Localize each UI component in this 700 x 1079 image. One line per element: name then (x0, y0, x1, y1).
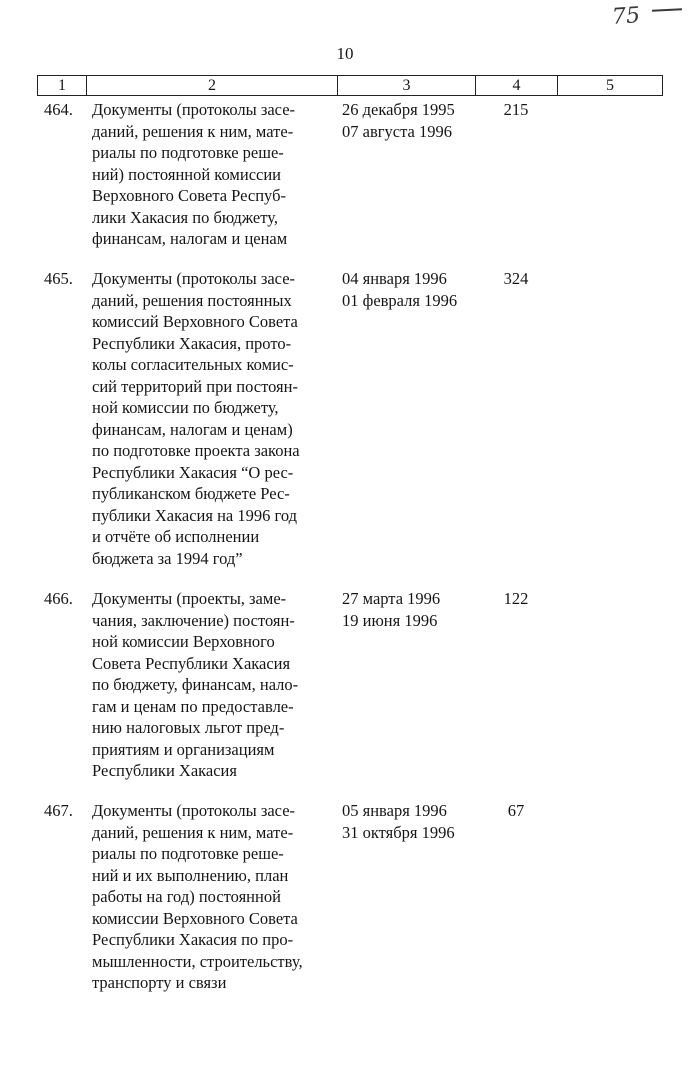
entry-sheet-count: 324 (503, 269, 529, 288)
column-header-2: 2 (87, 76, 338, 95)
entry-title: Документы (протоколы засе- даний, решения к ним, мате- риалы по подготовке реше- ний) постоянной комиссии Верховного Совета Респуб- лики Хакасия по бюджету, финансам, налогам и ценам (92, 100, 296, 248)
entry-dates: 27 марта 1996 19 июня 1996 (342, 589, 441, 630)
entry-number: 466. (44, 589, 73, 608)
entry-number: 465. (44, 269, 73, 288)
column-header-5: 5 (606, 77, 614, 94)
handwritten-sheet-number: 75 (611, 3, 641, 30)
entry-title: Документы (протоколы засе- даний, решения к ним, мате- риалы по подготовке реше- ний и их выполнению, план работы на год) постоянной комиссии Верховного Совета Республики Хакасия по про- мышленности, строительству, транспорту и связи (92, 801, 303, 992)
column-header-4: 4 (476, 76, 558, 95)
table-header-row (37, 75, 663, 96)
entry-sheet-count: 215 (503, 100, 529, 119)
entry-number: 464. (44, 100, 73, 119)
column-header-1: 1 (38, 76, 87, 95)
entry-sheet-count: 67 (507, 801, 525, 820)
entry-number: 467. (44, 801, 73, 820)
column-header-3: 3 (338, 76, 476, 95)
entry-dates: 26 декабря 1995 07 августа 1996 (342, 100, 455, 141)
handwritten-underline (652, 8, 682, 12)
entry-title: Документы (протоколы засе- даний, решения постоянных комиссий Верховного Совета Республики Хакасия, прото- колы согласительных комис- сий территорий при постоян- ной комиссии по бюджету, финансам, налогам и ценам) по подготовке проекта закона Республики Хакасия “О рес- публиканском бюджете Рес- публики Хакасия на 1996 год и отчёте об исполнении бюджета за 1994 год” (92, 269, 300, 568)
entry-dates: 04 января 1996 01 февраля 1996 (342, 269, 458, 310)
entry-title: Документы (проекты, заме- чания, заключение) постоян- ной комиссии Верховного Совета Республики Хакасия по бюджету, финансам, нало- гам и ценам по предоставле- нию налоговых льгот пред- приятиям и организациям Республики Хакасия (92, 589, 299, 780)
page-number: 10 (336, 44, 354, 63)
entry-dates: 05 января 1996 31 октября 1996 (342, 801, 455, 842)
entry-sheet-count: 122 (503, 589, 529, 608)
